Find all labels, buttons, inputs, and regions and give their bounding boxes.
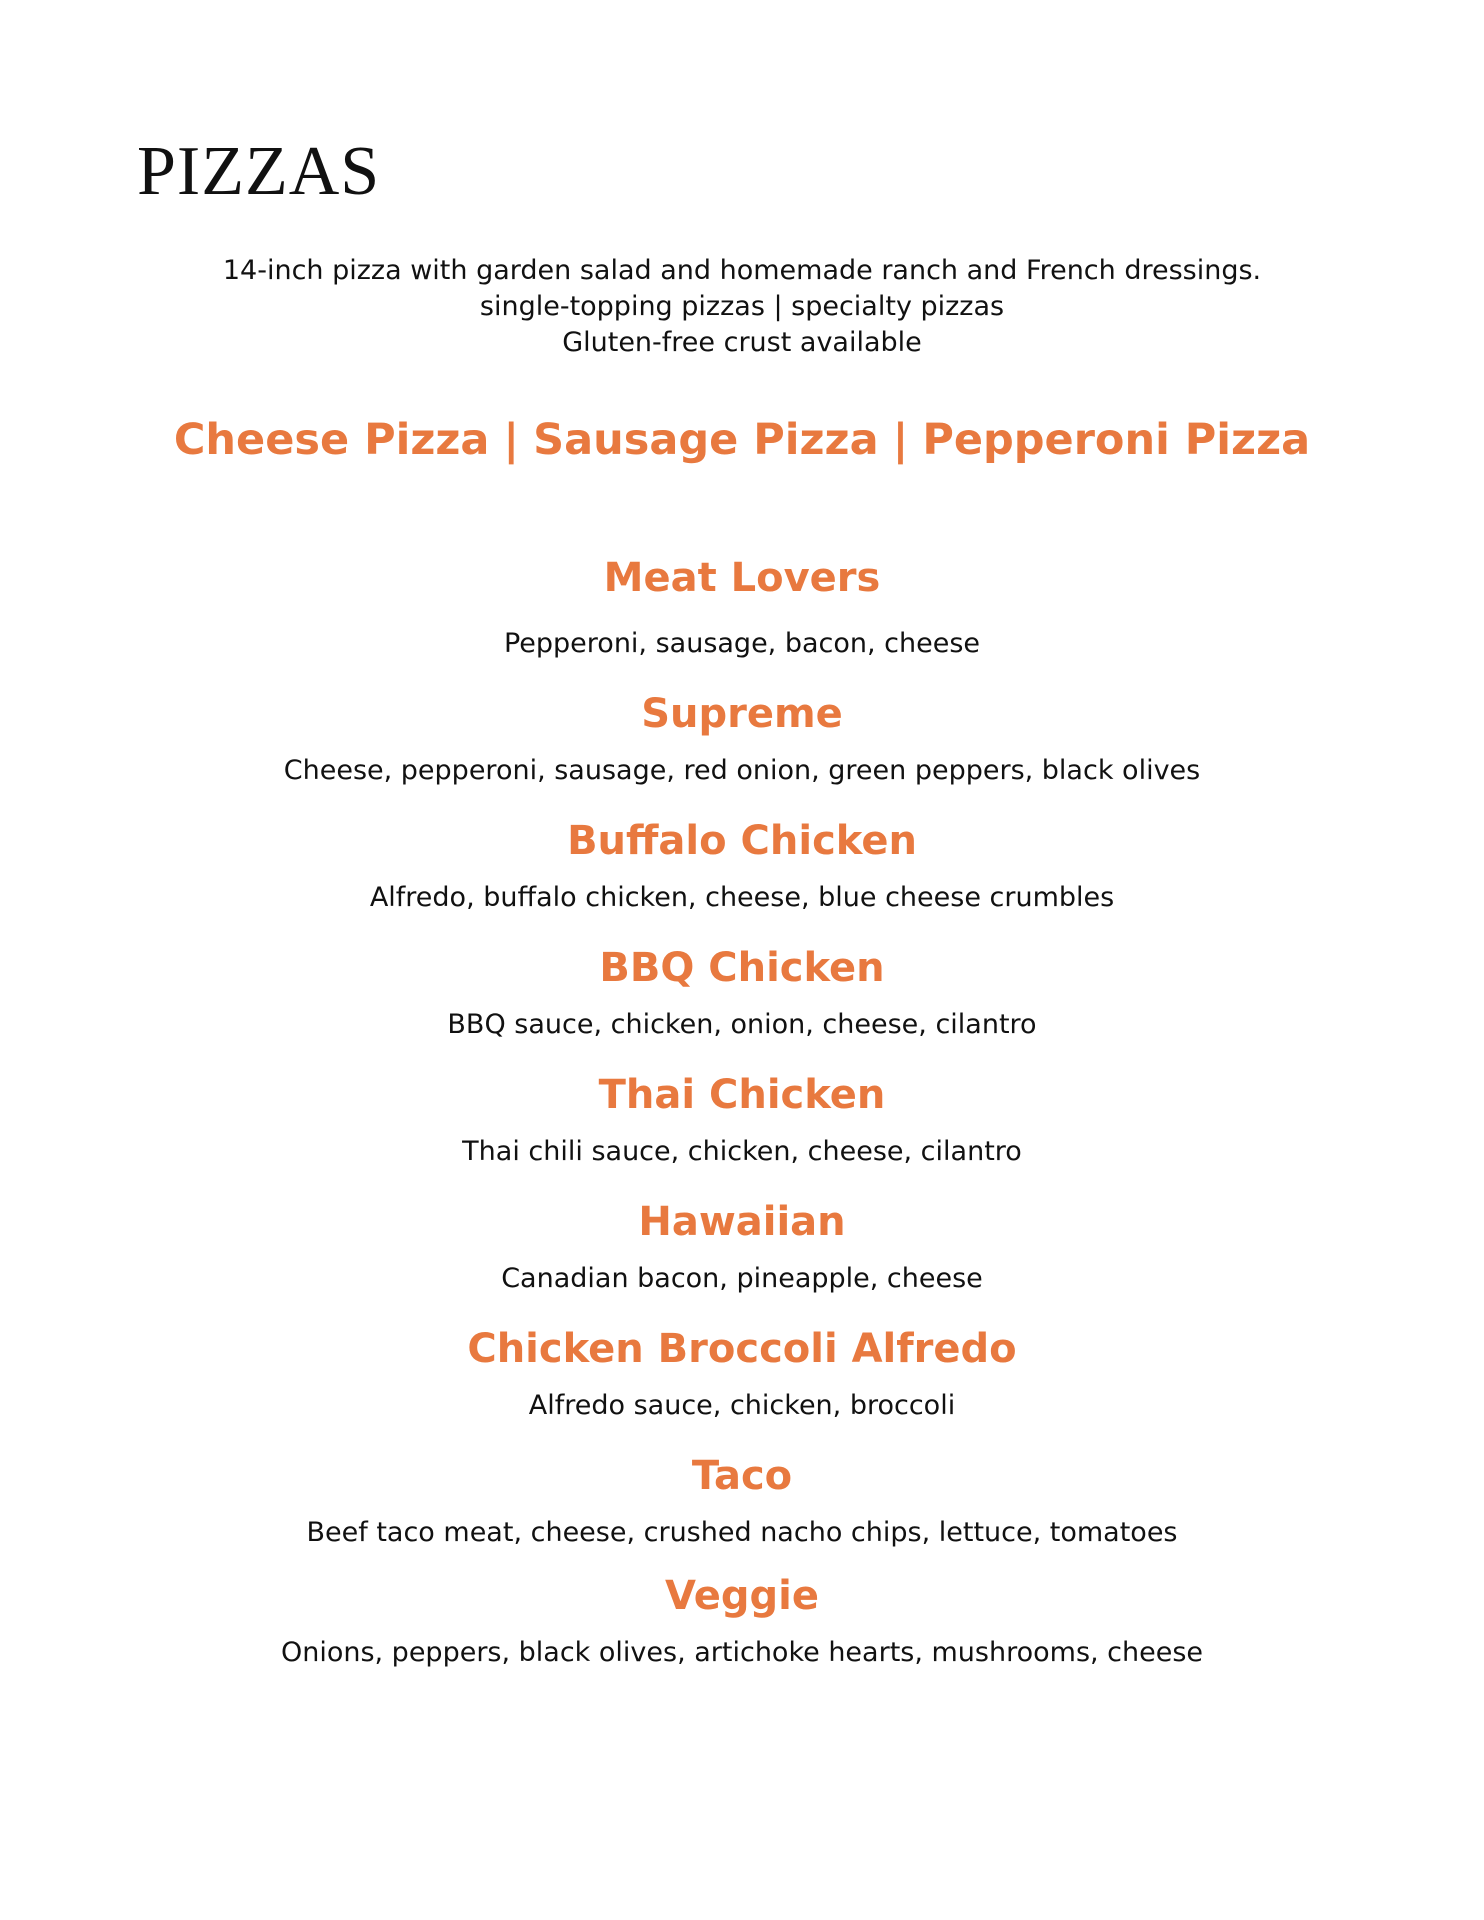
specialty-item-description: Alfredo sauce, chicken, broccoli bbox=[528, 1390, 956, 1421]
pepperoni-pizza-label: Pepperoni Pizza bbox=[922, 415, 1311, 465]
specialty-item-description: Cheese, pepperoni, sausage, red onion, green peppers, black olives bbox=[283, 755, 1201, 786]
specialty-item-name: Hawaiian bbox=[638, 1199, 846, 1245]
specialty-item-name: Veggie bbox=[664, 1573, 819, 1619]
specialty-item-description: Pepperoni, sausage, bacon, cheese bbox=[503, 628, 981, 659]
specialty-item-description: Thai chili sauce, chicken, cheese, cilantro bbox=[462, 1136, 1022, 1167]
cheese-pizza-label: Cheese Pizza bbox=[173, 415, 490, 465]
single-topping-pizzas bbox=[0, 412, 1484, 468]
specialty-item-name: Taco bbox=[691, 1453, 793, 1499]
specialty-item-name: Thai Chicken bbox=[598, 1072, 886, 1118]
specialty-item-description: Canadian bacon, pineapple, cheese bbox=[501, 1263, 983, 1294]
specialty-item-description: Onions, peppers, black olives, artichoke hearts, mushrooms, cheese bbox=[280, 1637, 1204, 1668]
specialty-item-description: Alfredo, buffalo chicken, cheese, blue cheese crumbles bbox=[369, 882, 1115, 913]
separator: | bbox=[892, 415, 909, 465]
specialty-item-name: Supreme bbox=[641, 691, 843, 737]
page-title: PIZZAS bbox=[137, 133, 381, 210]
intro-line-gluten-free: Gluten-free crust available bbox=[562, 327, 922, 358]
intro-line-categories: single-topping pizzas | specialty pizzas bbox=[479, 291, 1005, 322]
sausage-pizza-label: Sausage Pizza bbox=[533, 415, 879, 465]
specialty-item-description: Beef taco meat, cheese, crushed nacho chips, lettuce, tomatoes bbox=[306, 1517, 1178, 1548]
specialty-item-name: Buffalo Chicken bbox=[567, 818, 917, 864]
intro-block bbox=[0, 253, 1484, 361]
separator: | bbox=[503, 415, 520, 465]
specialty-item-name: Meat Lovers bbox=[603, 555, 881, 601]
specialty-item-description: BBQ sauce, chicken, onion, cheese, cilantro bbox=[447, 1009, 1037, 1040]
specialty-item-name: Chicken Broccoli Alfredo bbox=[467, 1326, 1017, 1372]
intro-line-description: 14-inch pizza with garden salad and homemade ranch and French dressings. bbox=[222, 255, 1262, 286]
specialty-item-name: BBQ Chicken bbox=[599, 945, 885, 991]
